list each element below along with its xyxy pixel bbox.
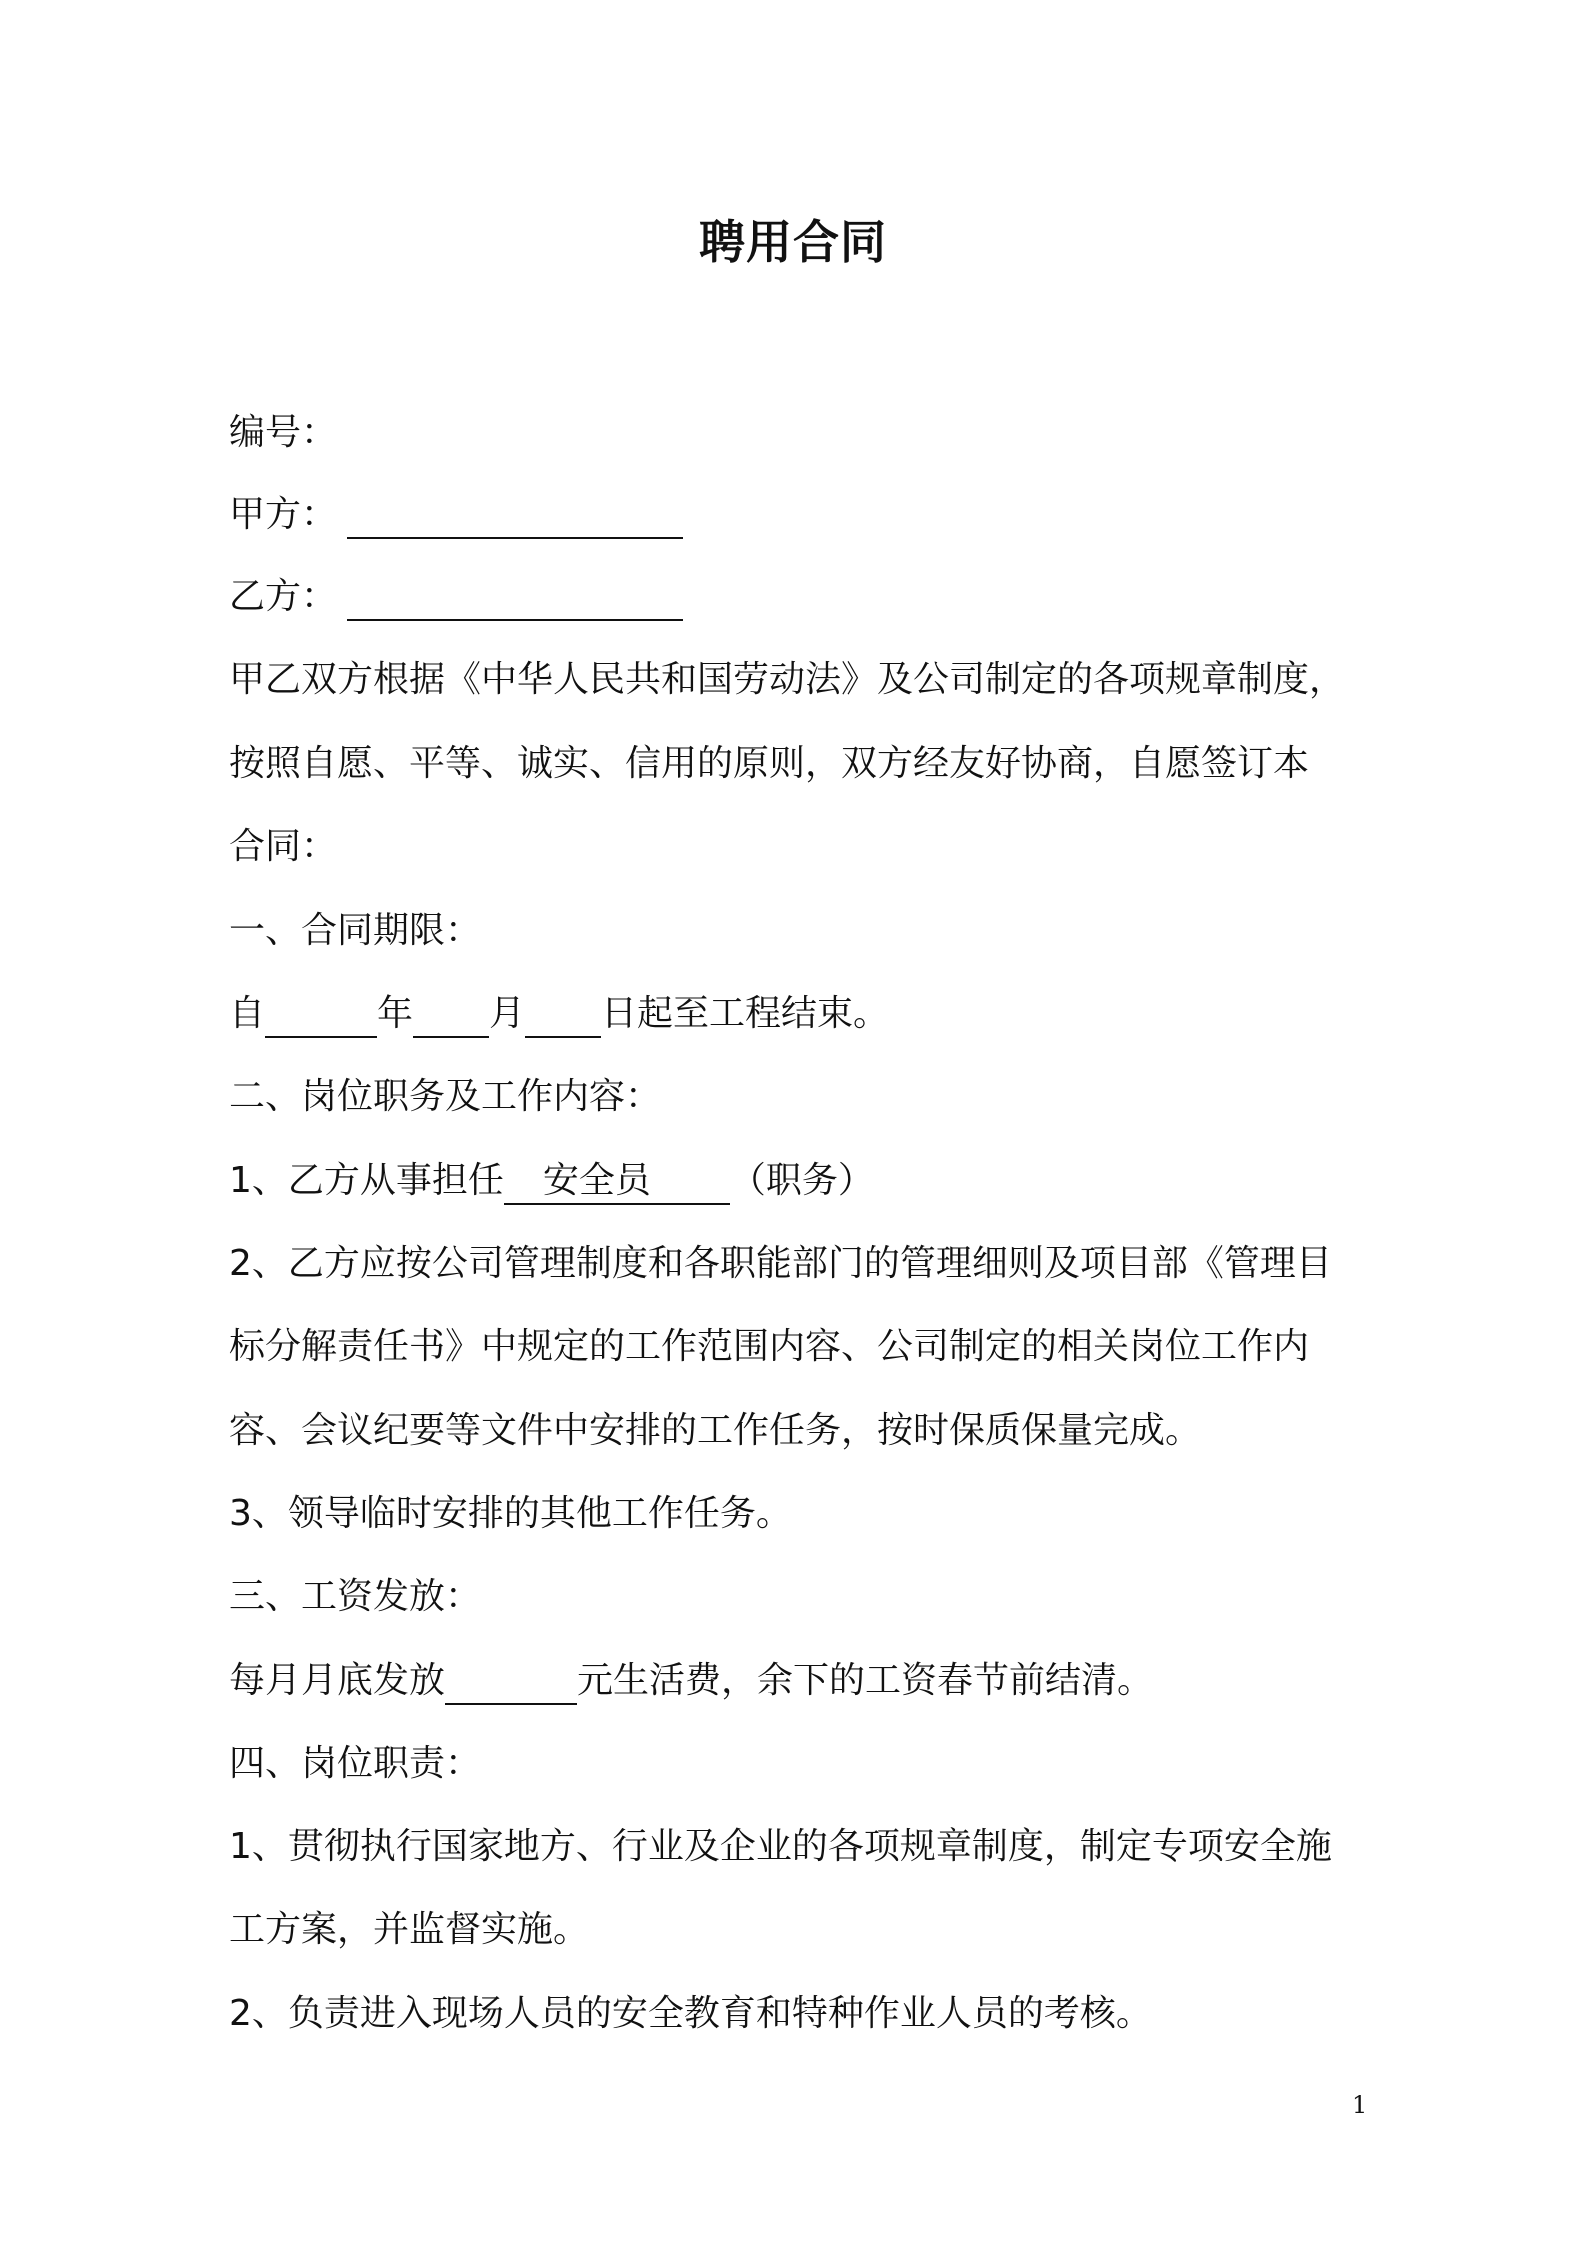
party-b-blank (347, 573, 683, 621)
duty-item-1-suffix: （职务） (729, 1160, 874, 1201)
salary-suffix: 元生活费，余下的工资春节前结清。 (577, 1660, 1154, 1701)
duty-item-3: 3、领导临时安排的其他工作任务。 (229, 1493, 792, 1534)
section-2-heading: 二、岗位职务及工作内容： (229, 1076, 662, 1117)
month-blank (413, 990, 489, 1038)
duty-item-2-line-3: 容、会议纪要等文件中安排的工作任务，按时保质保量完成。 (229, 1410, 1202, 1451)
responsibility-item-1-line-2: 工方案，并监督实施。 (229, 1909, 590, 1950)
section-1-heading: 一、合同期限： (229, 910, 482, 951)
contract-number-label: 编号： (229, 412, 338, 453)
salary-row (229, 1657, 1153, 1705)
day-blank (525, 990, 601, 1038)
contract-number-row (229, 409, 337, 457)
responsibility-item-1-line-1: 1、贯彻执行国家地方、行业及企业的各项规章制度，制定专项安全施 (229, 1826, 1332, 1867)
section-4-heading: 四、岗位职责： (229, 1743, 482, 1784)
role-field: 安全员 (504, 1157, 730, 1205)
term-suffix: 日起至工程结束。 (601, 993, 890, 1034)
duty-item-1-prefix: 1、乙方从事担任 (229, 1160, 504, 1201)
salary-amount-blank (445, 1657, 577, 1705)
year-blank (265, 990, 377, 1038)
document-title: 聘用合同 (699, 215, 887, 269)
duty-item-2-line-2: 标分解责任书》中规定的工作范围内容、公司制定的相关岗位工作内 (229, 1326, 1310, 1367)
party-b-row (229, 573, 683, 621)
salary-prefix: 每月月底发放 (229, 1660, 446, 1701)
responsibility-item-2: 2、负责进入现场人员的安全教育和特种作业人员的考核。 (229, 1993, 1152, 2034)
year-label: 年 (377, 993, 414, 1034)
contract-term-row (229, 990, 889, 1038)
page-number: 1 (1352, 2091, 1368, 2119)
term-prefix: 自 (229, 993, 266, 1034)
party-a-blank (347, 491, 683, 539)
month-label: 月 (489, 993, 526, 1034)
party-a-row (229, 491, 683, 539)
intro-line-1: 甲乙双方根据《中华人民共和国劳动法》及公司制定的各项规章制度， (229, 659, 1346, 700)
intro-line-3: 合同： (229, 826, 338, 867)
section-3-heading: 三、工资发放： (229, 1576, 482, 1617)
party-b-label: 乙方： (229, 576, 338, 617)
duty-item-2-line-1: 2、乙方应按公司管理制度和各职能部门的管理细则及项目部《管理目 (229, 1243, 1332, 1284)
intro-line-2: 按照自愿、平等、诚实、信用的原则，双方经友好协商，自愿签订本 (229, 743, 1310, 784)
party-a-label: 甲方： (229, 494, 338, 535)
duty-item-1 (229, 1157, 874, 1205)
